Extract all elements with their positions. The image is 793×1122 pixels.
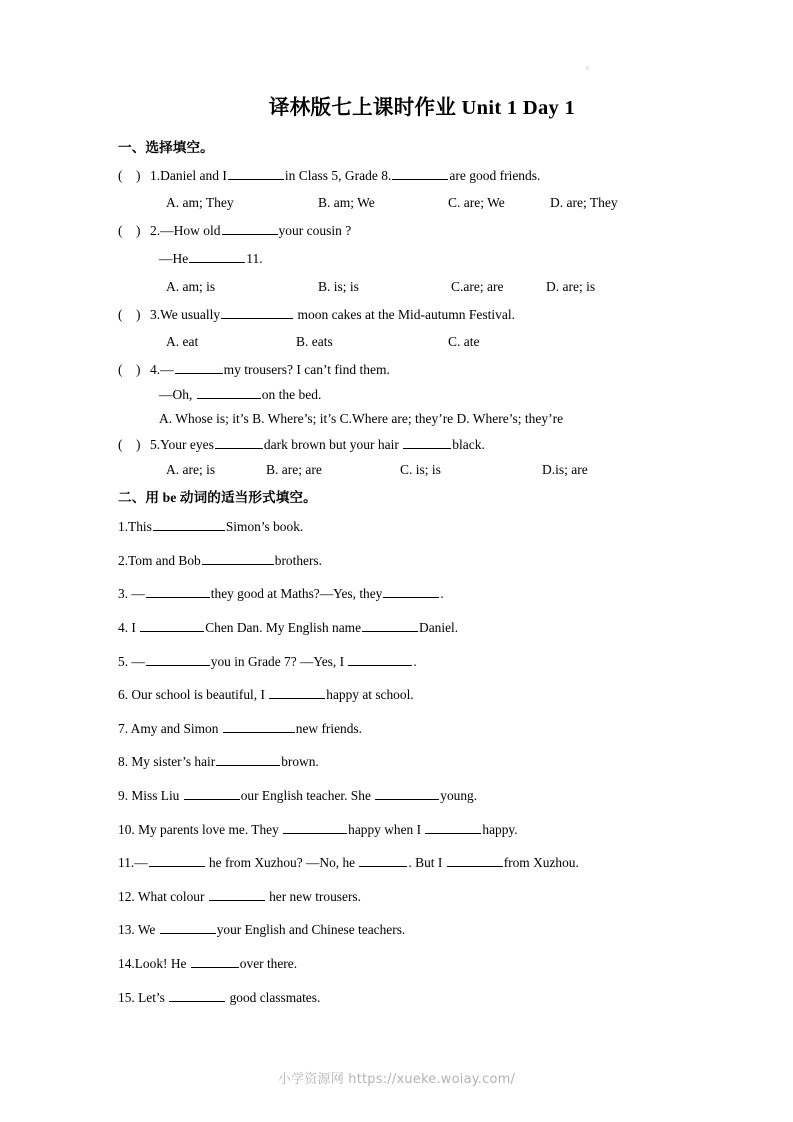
answer-bracket[interactable]: ( ): [118, 437, 141, 453]
mc-question-3: [118, 305, 708, 353]
item-number: 15.: [118, 989, 139, 1005]
stem-text-a: —: [160, 362, 174, 378]
option-b[interactable]: B. eats: [296, 334, 333, 350]
mc-question-2: [118, 221, 708, 296]
fill-item-13: [118, 920, 708, 940]
question-4-stem-line2: [118, 385, 708, 406]
stem-text-b: my trousers? I can’t find them.: [223, 362, 390, 378]
item-number: 2.: [118, 552, 129, 568]
answer-blank[interactable]: [197, 385, 261, 398]
item-number: 9.: [118, 788, 132, 804]
question-3-stem: [118, 305, 708, 326]
stem-line2-a: —Oh,: [159, 386, 196, 402]
document-content: [118, 96, 708, 1021]
answer-blank[interactable]: [222, 222, 278, 235]
item-number: 11.: [118, 855, 135, 871]
stem-text-a: We usually: [160, 306, 221, 322]
fill-item-11: [118, 853, 708, 873]
stem-text-a: Daniel and I: [160, 167, 227, 183]
answer-bracket[interactable]: ( ): [118, 362, 141, 378]
item-text-3: .: [440, 586, 444, 602]
item-text-2: brown.: [281, 754, 319, 770]
item-text-1: Let’s: [138, 989, 169, 1005]
item-text-1: Tom and Bob: [128, 552, 201, 568]
answer-blank[interactable]: [392, 167, 448, 180]
fill-item-10: [118, 820, 708, 840]
option-c[interactable]: C. are; We: [448, 195, 505, 211]
item-number: 8.: [118, 754, 132, 770]
item-number: 1.: [118, 519, 129, 535]
answer-blank[interactable]: [221, 305, 293, 318]
answer-blank[interactable]: [146, 652, 210, 665]
option-d[interactable]: D. are; is: [546, 278, 596, 294]
question-number: 2.: [150, 223, 161, 239]
fill-item-15: [118, 988, 708, 1008]
answer-blank[interactable]: [348, 652, 412, 665]
question-5-stem: [118, 435, 708, 456]
fill-item-4: [118, 618, 708, 638]
item-text-2: you in Grade 7? —Yes, I: [210, 653, 348, 669]
item-text-2: Simon’s book.: [225, 519, 304, 535]
item-number: 6.: [118, 687, 132, 703]
item-text-2: new friends.: [295, 720, 362, 736]
question-1-stem: [118, 166, 708, 187]
fill-item-8: [118, 752, 708, 772]
question-2-stem: [118, 221, 708, 242]
item-text-1: Miss Liu: [131, 788, 183, 804]
answer-blank[interactable]: [216, 753, 280, 766]
option-b[interactable]: B. is; is: [318, 278, 359, 294]
item-text-3: happy.: [482, 821, 518, 837]
stem-text-c: black.: [452, 437, 485, 453]
option-c[interactable]: C.are; are: [451, 278, 504, 294]
question-4-options: [118, 409, 708, 429]
item-text-1: My sister’s hair: [131, 754, 216, 770]
item-text-1: My parents love me. They: [138, 821, 283, 837]
answer-blank[interactable]: [283, 820, 347, 833]
item-text-2: your English and Chinese teachers.: [216, 922, 406, 938]
answer-bracket[interactable]: ( ): [118, 306, 141, 322]
fill-item-3: [118, 584, 708, 604]
stem-text-b: your cousin ?: [278, 223, 352, 239]
option-a[interactable]: A. am; is: [166, 278, 216, 294]
answer-blank[interactable]: [140, 619, 204, 632]
option-d[interactable]: D. are; They: [550, 195, 618, 211]
option-d[interactable]: D.is; are: [542, 461, 588, 477]
item-text-1: —: [131, 586, 145, 602]
item-text-3: .: [413, 653, 417, 669]
item-text-3: . But I: [408, 855, 446, 871]
page-artifact-speck: [586, 66, 589, 70]
item-text-2: happy at school.: [326, 687, 414, 703]
answer-blank[interactable]: [169, 988, 225, 1001]
answer-blank[interactable]: [403, 436, 451, 449]
answer-bracket[interactable]: ( ): [118, 223, 141, 239]
item-number: 10.: [118, 821, 139, 837]
option-b[interactable]: B. am; We: [318, 195, 375, 211]
item-number: 12.: [118, 888, 138, 904]
answer-blank[interactable]: [209, 888, 265, 901]
option-c[interactable]: C. is; is: [400, 461, 441, 477]
section-two-heading: 二、用 be 动词的适当形式填空。: [118, 489, 317, 505]
item-text-2: they good at Maths?—Yes, they: [210, 586, 383, 602]
page-title: 译林版七上课时作业 Unit 1 Day 1: [268, 97, 576, 119]
item-text-1: —: [134, 855, 148, 871]
section-one-heading: 一、选择填空。: [118, 139, 214, 155]
fill-item-1: [118, 517, 708, 537]
fill-item-9: [118, 786, 708, 806]
stem-text-a: Your eyes: [160, 437, 214, 453]
answer-blank[interactable]: [191, 955, 239, 968]
item-text-1: What colour: [137, 888, 208, 904]
question-number: 5.: [150, 437, 161, 453]
question-5-options: [118, 460, 708, 480]
item-text-1: I: [131, 620, 140, 635]
item-text-1: Our school is beautiful, I: [131, 687, 269, 703]
item-text-2: brothers.: [274, 552, 322, 568]
fill-item-14: [118, 954, 708, 974]
stem-line2-b: on the bed.: [261, 386, 322, 402]
mc-question-4: [118, 360, 708, 429]
answer-blank[interactable]: [383, 585, 439, 598]
question-number: 4.: [150, 362, 161, 378]
answer-blank[interactable]: [175, 361, 223, 374]
stem-text-a: —How old: [160, 223, 221, 239]
answer-blank[interactable]: [149, 854, 205, 867]
answer-blank[interactable]: [223, 720, 295, 733]
answer-blank[interactable]: [189, 250, 245, 263]
item-text-2: good classmates.: [226, 989, 321, 1005]
stem-text-b: in Class 5, Grade 8.: [284, 167, 392, 183]
option-a[interactable]: A. am; They: [166, 195, 234, 211]
question-4-stem: [118, 360, 708, 381]
answer-blank[interactable]: [375, 787, 439, 800]
item-text-2: happy when I: [348, 821, 425, 837]
item-text-3: Daniel.: [419, 620, 459, 635]
fill-item-2: [118, 551, 708, 571]
item-text-4: from Xuzhou.: [503, 855, 579, 871]
option-list-inline[interactable]: A. Whose is; it’s B. Where’s; it’s C.Where are; they’re D. Where’s; they’re: [159, 411, 564, 427]
option-c[interactable]: C. ate: [448, 334, 480, 350]
fill-item-6: [118, 685, 708, 705]
mc-question-1: [118, 166, 708, 214]
answer-blank[interactable]: [160, 921, 216, 934]
question-2-options: [118, 277, 708, 297]
option-a[interactable]: A. eat: [166, 334, 199, 350]
item-number: 13.: [118, 922, 138, 938]
question-3-options: [118, 332, 708, 352]
mc-question-5: [118, 435, 708, 480]
item-text-2: Chen Dan. My English name: [205, 620, 362, 635]
answer-blank[interactable]: [359, 854, 407, 867]
answer-blank[interactable]: [447, 854, 503, 867]
stem-text-c: are good friends.: [449, 167, 541, 183]
fill-item-12: [118, 887, 708, 907]
answer-blank[interactable]: [228, 167, 284, 180]
question-number: 3.: [150, 306, 161, 322]
item-text-3: young.: [440, 788, 478, 804]
item-text-2: her new trousers.: [265, 888, 361, 904]
item-text-2: he from Xuzhou? —No, he: [205, 855, 359, 871]
option-b[interactable]: B. are; are: [266, 461, 322, 477]
answer-blank[interactable]: [362, 619, 418, 632]
question-1-options: [118, 193, 708, 213]
answer-bracket[interactable]: ( ): [118, 167, 141, 183]
item-text-2: over there.: [239, 956, 298, 972]
question-number: 1.: [150, 167, 161, 183]
answer-blank[interactable]: [153, 518, 225, 531]
stem-line2-b: 11.: [246, 251, 263, 266]
item-text-1: —: [131, 653, 145, 669]
item-text-1: Look! He: [134, 956, 190, 972]
answer-blank[interactable]: [146, 585, 210, 598]
option-a[interactable]: A. are; is: [166, 461, 216, 477]
item-number: 5.: [118, 653, 132, 669]
answer-blank[interactable]: [184, 787, 240, 800]
answer-blank[interactable]: [202, 551, 274, 564]
item-number: 14.: [118, 956, 135, 972]
fill-item-7: [118, 719, 708, 739]
item-number: 7.: [118, 720, 131, 736]
answer-blank[interactable]: [215, 436, 263, 449]
stem-text-b: dark brown but your hair: [263, 437, 403, 453]
item-text-2: our English teacher. She: [240, 788, 375, 804]
stem-line2-a: —He: [159, 251, 189, 266]
question-2-stem-line2: [118, 249, 708, 270]
answer-blank[interactable]: [425, 820, 481, 833]
item-number: 3.: [118, 586, 132, 602]
fill-item-5: [118, 652, 708, 672]
item-number: 4.: [118, 620, 132, 635]
item-text-1: Amy and Simon: [130, 720, 222, 736]
item-text-1: We: [137, 922, 159, 938]
answer-blank[interactable]: [269, 686, 325, 699]
item-text-1: This: [128, 519, 152, 535]
stem-text-b: moon cakes at the Mid-autumn Festival.: [294, 306, 515, 322]
footer-watermark: 小学资源网 https://xueke.woiay.com/: [277, 1072, 516, 1087]
